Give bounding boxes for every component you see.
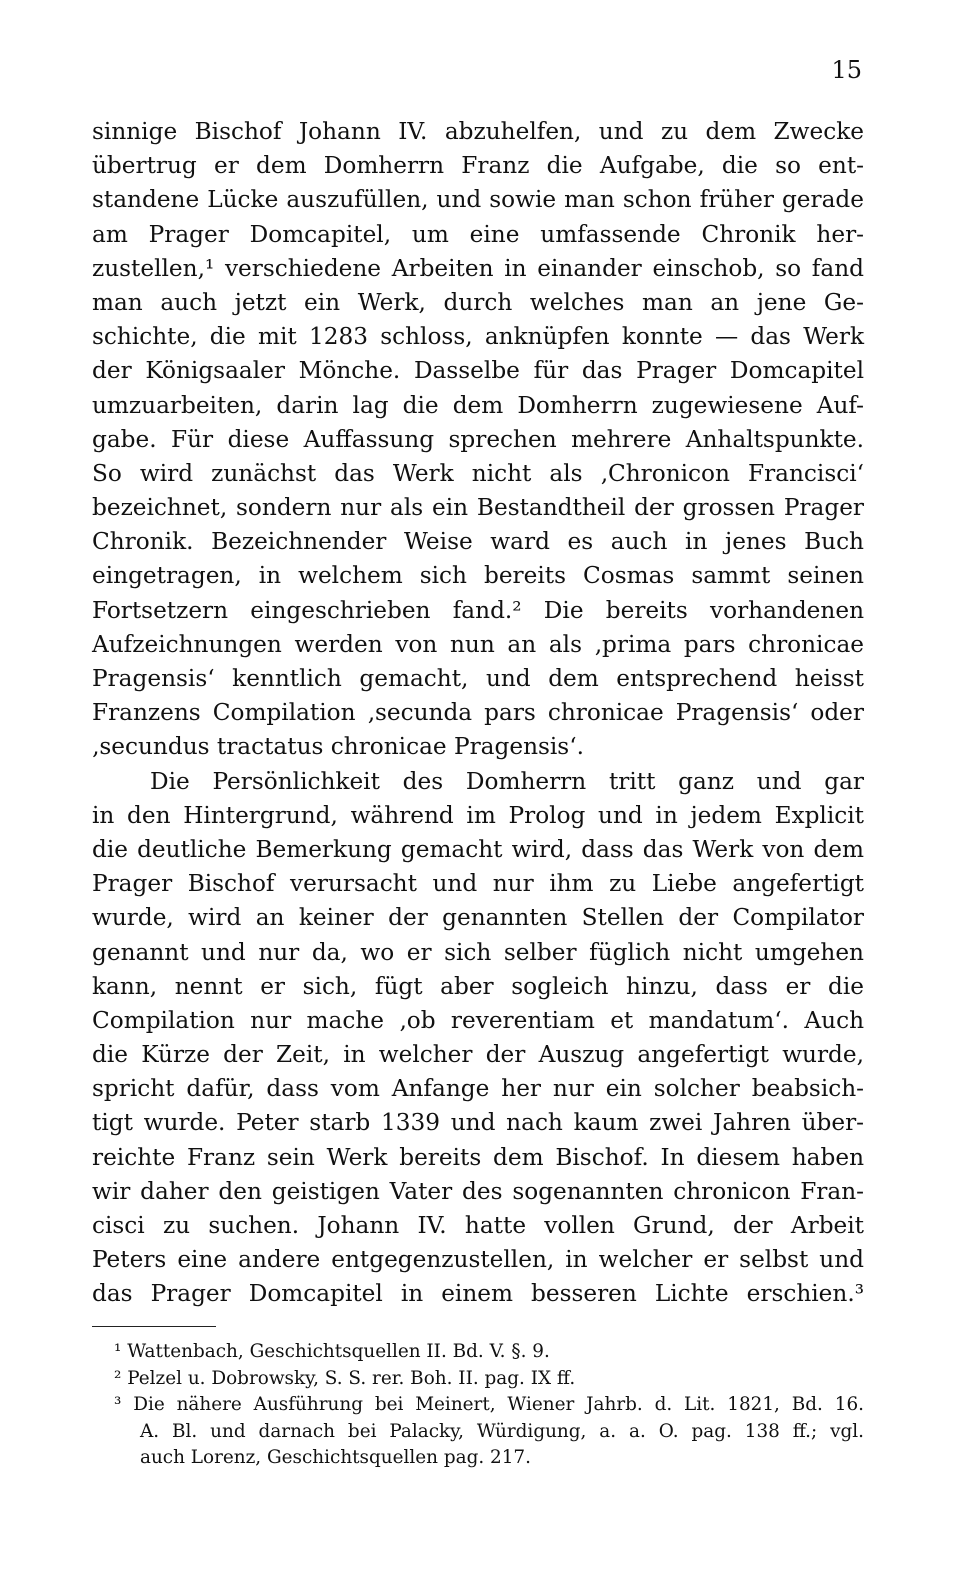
text-line: Fortsetzern eingeschrieben fand.² Die bereits vorhandenen <box>92 596 864 624</box>
text-line: genannt und nur da, wo er sich selber füglich nicht umgehen <box>92 938 864 966</box>
text-line: sinnige Bischof Johann IV. abzuhelfen, und zu dem Zwecke <box>92 118 864 145</box>
text-line: Aufzeichnungen werden von nun an als ‚prima pars chronicae <box>92 630 864 658</box>
text-line: wurde, wird an keiner der genannten Stellen der Compilator <box>92 904 864 932</box>
text-line: Chronik. Bezeichnender Weise ward es auch in jenes Buch <box>92 528 864 556</box>
text-line: Die Persönlichkeit des Domherrn tritt ganz und gar <box>150 767 864 795</box>
footnote-1: ¹ Wattenbach, Geschichtsquellen II. Bd. V. §. 9. <box>114 1341 550 1362</box>
text-line: standene Lücke auszufüllen, und sowie man schon früher gerade <box>92 186 864 214</box>
text-line: reichte Franz sein Werk bereits dem Bischof. In diesem haben <box>92 1143 864 1171</box>
footnote-separator <box>92 1326 216 1327</box>
text-line: gabe. Für diese Auffassung sprechen mehrere Anhaltspunkte. <box>92 425 864 453</box>
footnote-3-continued: A. Bl. und darnach bei Palacky, Würdigung, a. a. O. pag. 138 ff.; vgl. <box>140 1420 864 1442</box>
page-number: 15 <box>831 56 862 84</box>
text-line: man auch jetzt ein Werk, durch welches man an jene Ge- <box>92 288 864 316</box>
text-line: übertrug er dem Domherrn Franz die Aufgabe, die so ent- <box>92 152 864 180</box>
text-line: am Prager Domcapitel, um eine umfassende Chronik her- <box>92 220 864 248</box>
text-line: die Kürze der Zeit, in welcher der Auszug angefertigt wurde, <box>92 1041 864 1069</box>
footnote-2: ² Pelzel u. Dobrowsky, S. S. rer. Boh. II. pag. IX ff. <box>114 1367 576 1389</box>
body-text <box>92 115 864 1312</box>
text-line: Franzens Compilation ‚secunda pars chronicae Pragensis‘ oder <box>92 699 864 727</box>
text-line: ‚secundus tractatus chronicae Pragensis‘. <box>92 733 584 761</box>
text-line: der Königsaaler Mönche. Dasselbe für das Prager Domcapitel <box>92 357 864 385</box>
text-line: eingetragen, in welchem sich bereits Cosmas sammt seinen <box>92 562 864 590</box>
footnote-3: ³ Die nähere Ausführung bei Meinert, Wiener Jahrb. d. Lit. 1821, Bd. 16. <box>114 1394 864 1415</box>
footnotes <box>92 1339 864 1472</box>
text-line: cisci zu suchen. Johann IV. hatte vollen Grund, der Arbeit <box>92 1212 864 1239</box>
text-line: So wird zunächst das Werk nicht als ‚Chronicon Francisci‘ <box>92 459 864 487</box>
text-line: Peters eine andere entgegenzustellen, in welcher er selbst und <box>92 1246 864 1274</box>
text-line: Prager Bischof verursacht und nur ihm zu Liebe angefertigt <box>92 870 864 898</box>
text-line: wir daher den geistigen Vater des sogenannten chronicon Fran- <box>92 1177 864 1205</box>
text-line: die deutliche Bemerkung gemacht wird, dass das Werk von dem <box>92 835 864 863</box>
text-line: bezeichnet, sondern nur als ein Bestandtheil der grossen Prager <box>92 494 864 522</box>
text-line: kann, nennt er sich, fügt aber sogleich hinzu, dass er die <box>92 972 864 1000</box>
text-line: Pragensis‘ kenntlich gemacht, und dem entsprechend heisst <box>92 665 864 692</box>
text-line: tigt wurde. Peter starb 1339 und nach kaum zwei Jahren über- <box>92 1109 864 1137</box>
footnote-3-continued: auch Lorenz, Geschichtsquellen pag. 217. <box>140 1447 531 1468</box>
text-line: Compilation nur mache ‚ob reverentiam et mandatum‘. Auch <box>92 1006 864 1034</box>
text-line: zustellen,¹ verschiedene Arbeiten in einander einschob, so fand <box>92 254 864 282</box>
text-line: spricht dafür, dass vom Anfange her nur ein solcher beabsich- <box>92 1075 864 1103</box>
text-line: umzuarbeiten, darin lag die dem Domherrn zugewiesene Auf- <box>92 391 864 419</box>
text-line: schichte, die mit 1283 schloss, anknüpfen konnte — das Werk <box>92 323 864 351</box>
text-line: in den Hintergrund, während im Prolog und in jedem Explicit <box>92 801 864 829</box>
text-line: das Prager Domcapitel in einem besseren Lichte erschien.³ <box>92 1280 864 1308</box>
